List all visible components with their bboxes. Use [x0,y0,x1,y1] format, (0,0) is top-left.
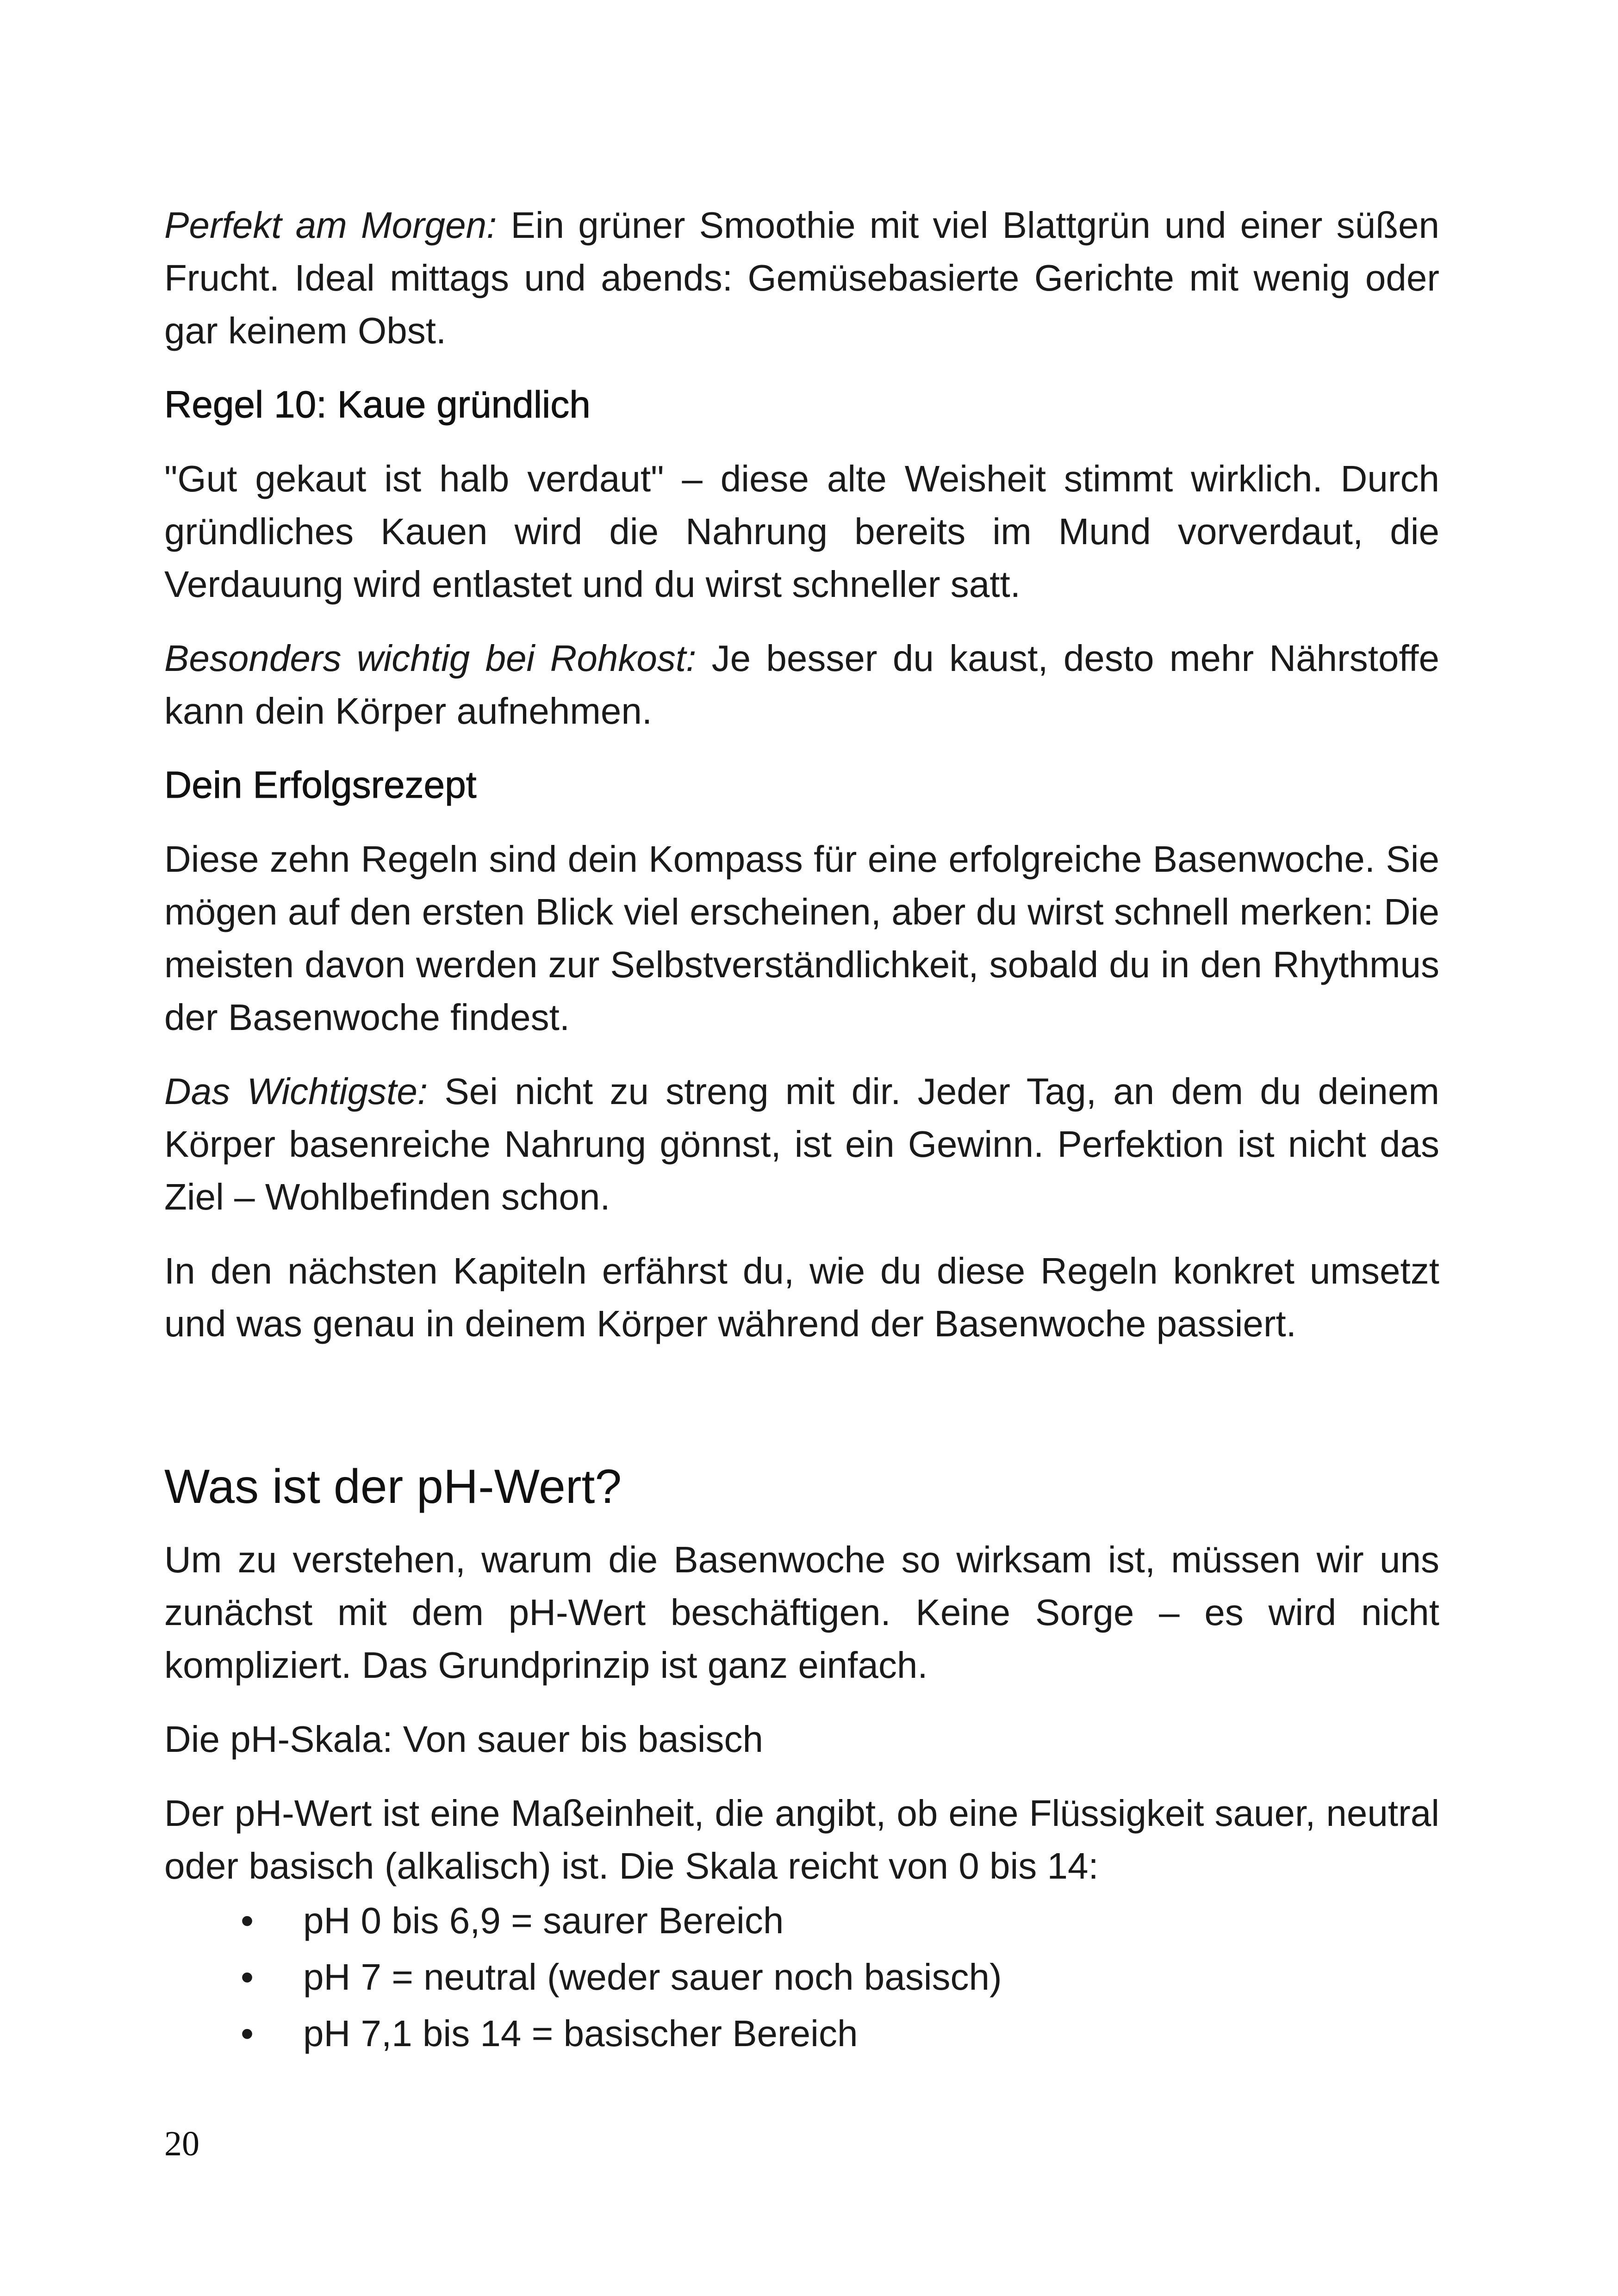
paragraph-ph-definition: Der pH-Wert ist eine Maßeinheit, die angibt, ob eine Flüssigkeit sauer, neutral oder basisch (alkalisch) ist. Die Skala reicht von 0 bis 14: [164,1793,1439,1886]
paragraph-lead: Besonders wichtig bei Rohkost: [164,638,697,679]
paragraph-text: Sei nicht zu streng mit dir. Jeder Tag, an dem du deinem Körper basenreiche Nahrung gönnst, ist ein Gewinn. Perfektion ist nicht das Ziel – Wohlbefinden schon. [164,1071,1439,1217]
paragraph-lead: Das Wichtigste: [164,1071,428,1112]
paragraph-lead: Perfekt am Morgen: [164,205,497,246]
paragraph-compass: Diese zehn Regeln sind dein Kompass für eine erfolgreiche Basenwoche. Sie mögen auf den ersten Blick viel erscheinen, aber du wirst schnell merken: Die meisten davon werden zur Selbstverständlichkeit, sobald du in den Rhythmus der Basenwoche findest. [164,838,1439,1038]
page-content [164,199,1439,2062]
list-item-text: pH 7 = neutral (weder sauer noch basisch) [303,1956,1002,1998]
paragraph-ph-scale-title: Die pH-Skala: Von sauer bis basisch [164,1719,763,1760]
paragraph-chewing: "Gut gekaut ist halb verdaut" – diese alte Weisheit stimmt wirklich. Durch gründliches Kauen wird die Nahrung bereits im Mund vorverdaut, die Verdauung wird entlastet und du wirst schneller satt. [164,458,1439,605]
heading-erfolgsrezept: Dein Erfolgsrezept [164,764,477,806]
paragraph-most-important [164,1065,1439,1223]
paragraph-raw-food [164,632,1439,738]
paragraph-text: Ein grüner Smoothie mit viel Blattgrün und einer süßen Frucht. Ideal mittags und abends: Gemüsebasierte Gerichte mit wenig oder gar keinem Obst. [164,205,1440,351]
paragraph-ph-intro: Um zu verstehen, warum die Basenwoche so wirksam ist, müssen wir uns zunächst mit dem pH-Wert beschäftigen. Keine Sorge – es wird nicht kompliziert. Das Grundprinzip ist ganz einfach. [164,1539,1439,1686]
list-item [164,1893,1439,1949]
heading-regel-10: Regel 10: Kaue gründlich [164,384,591,426]
paragraph-morning-tip [164,199,1439,357]
list-item [164,2005,1439,2062]
section-title-ph: Was ist der pH-Wert? [164,1460,622,1514]
list-item-text: pH 7,1 bis 14 = basischer Bereich [303,2013,858,2054]
paragraph-text: Je besser du kaust, desto mehr Nährstoffe kann dein Körper aufnehmen. [164,638,1440,732]
list-item-text: pH 0 bis 6,9 = saurer Bereich [303,1900,784,1941]
bullet-icon: • [241,2013,254,2054]
bullet-icon: • [241,1956,254,1998]
bullet-icon: • [241,1900,254,1941]
page-number: 20 [164,2124,199,2163]
list-item [164,1949,1439,2005]
ph-range-list [164,1893,1439,2062]
paragraph-next-chapters: In den nächsten Kapiteln erfährst du, wie du diese Regeln konkret umsetzt und was genau in deinem Körper während der Basenwoche passiert. [164,1250,1439,1344]
